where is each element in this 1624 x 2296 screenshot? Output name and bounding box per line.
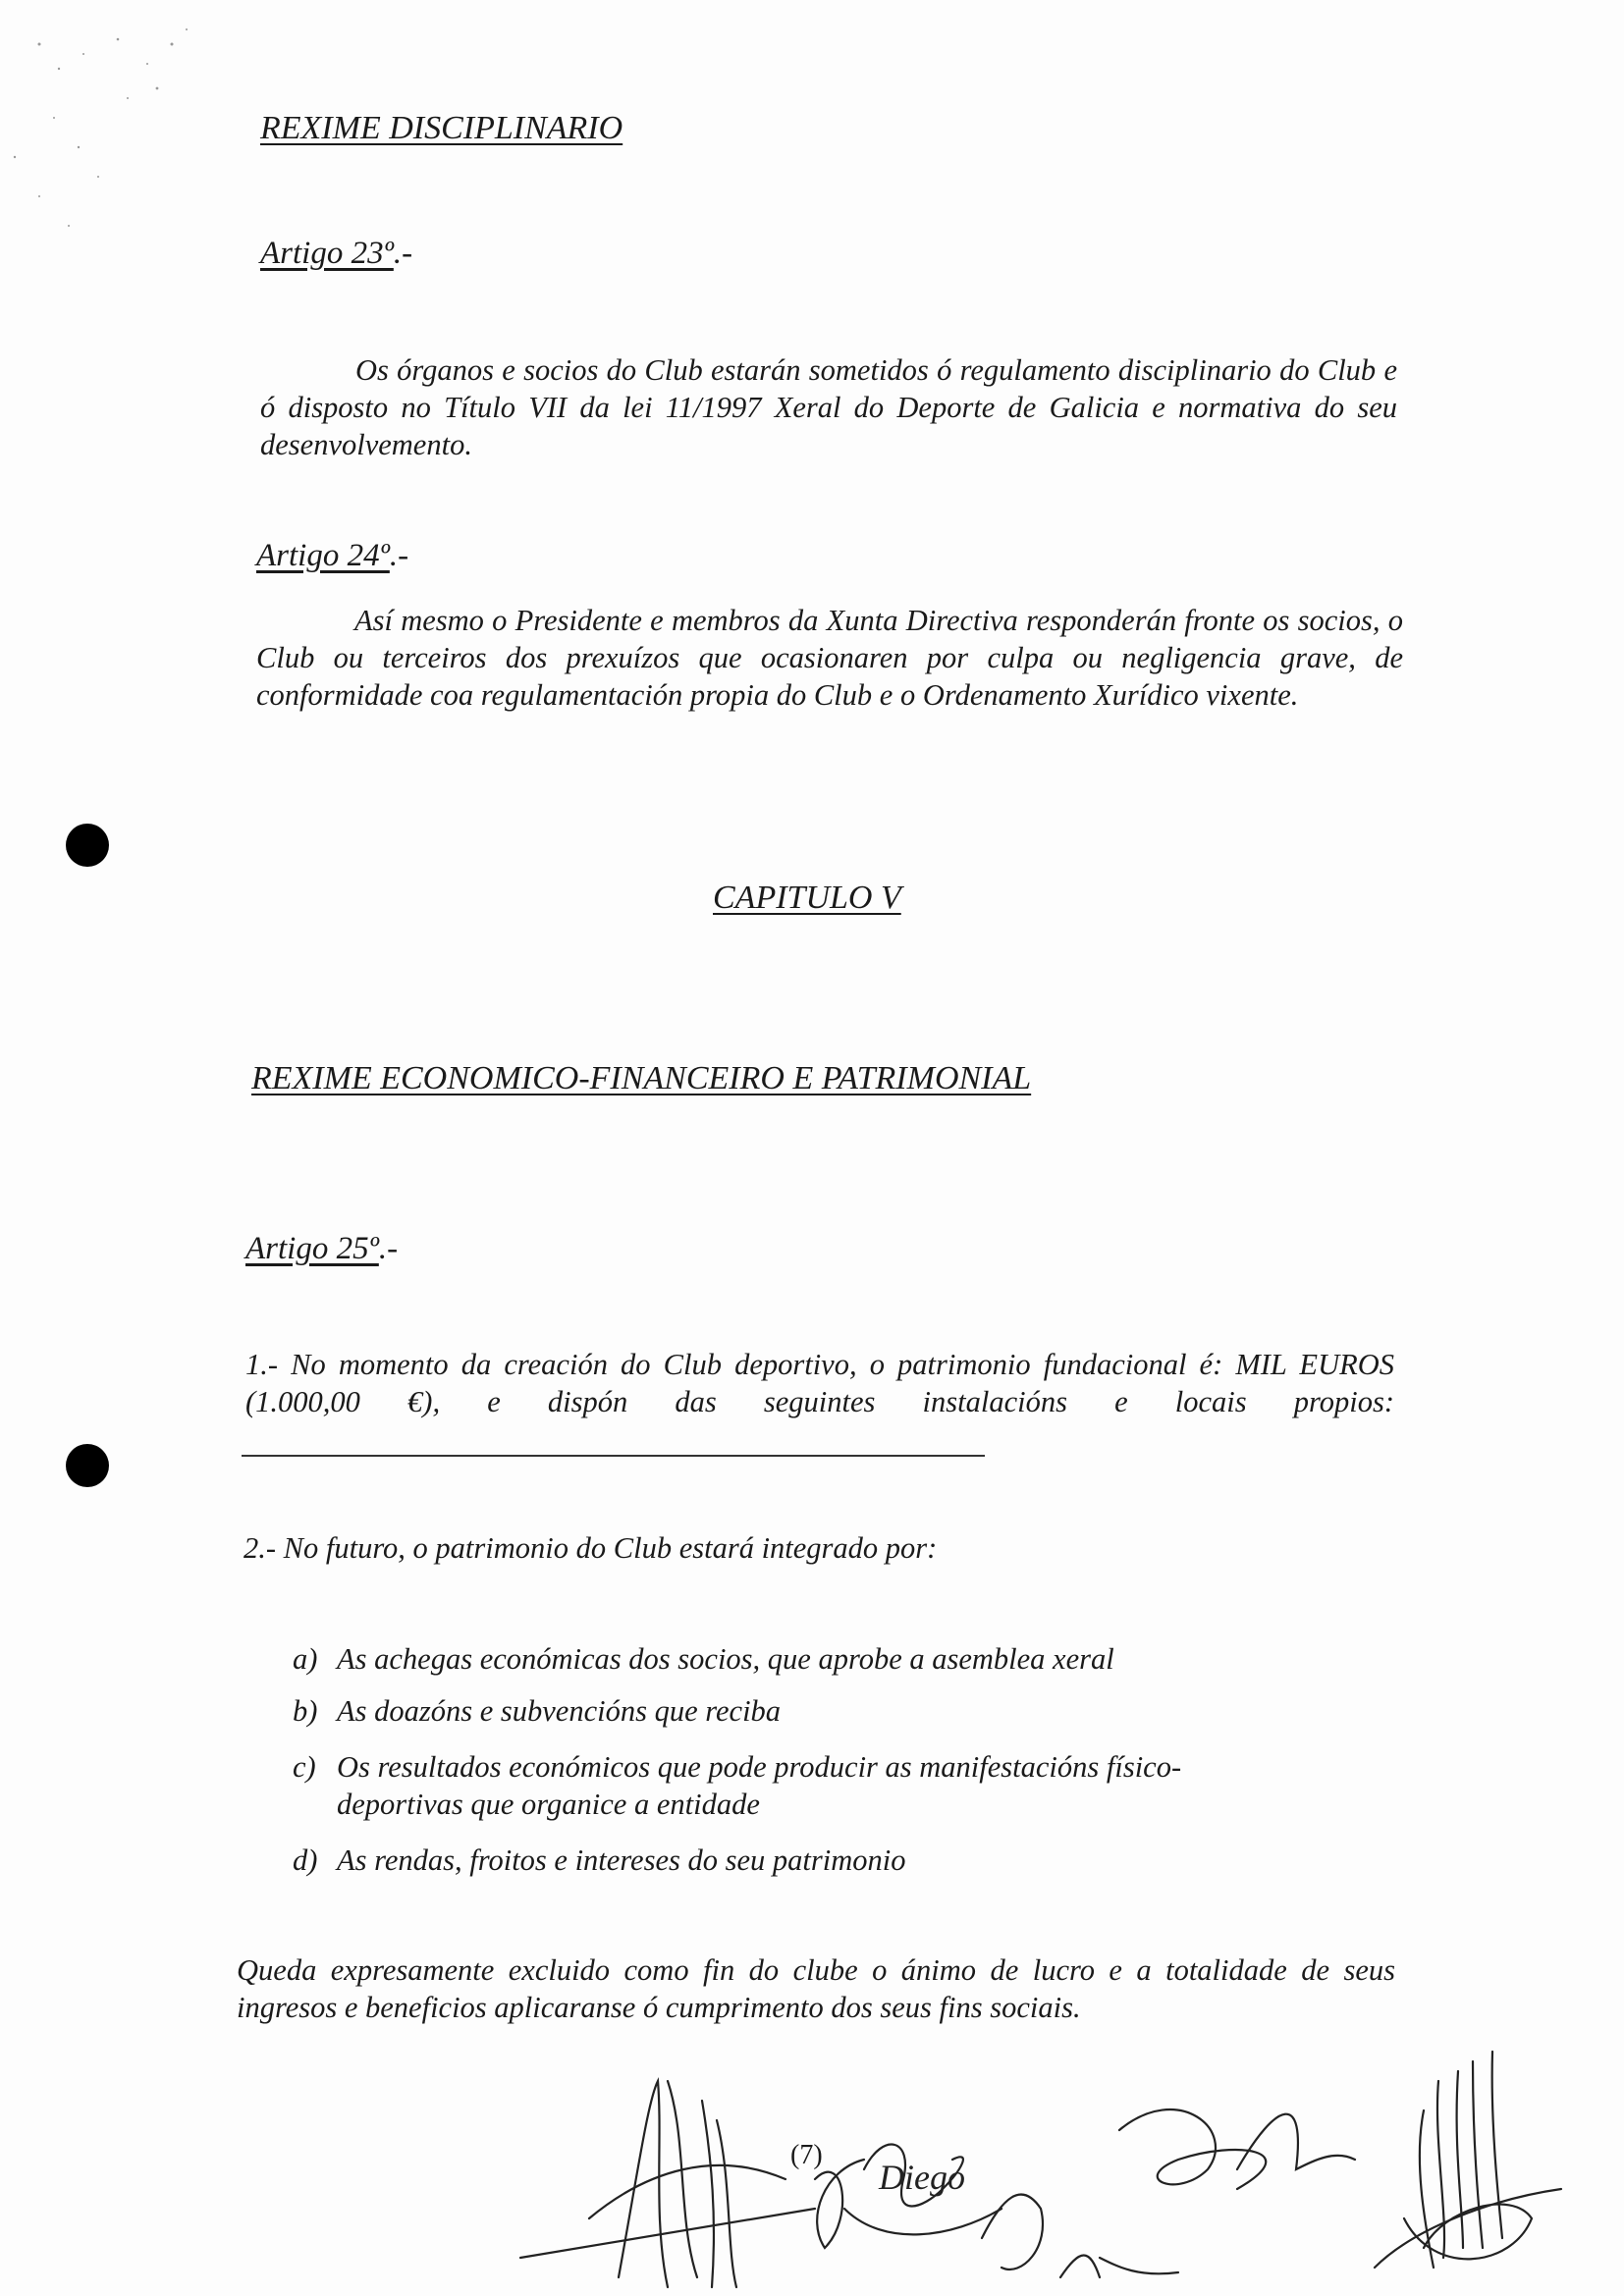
list-item-text: Os resultados económicos que pode producir as manifestacións físico-deportivas que organice a entidade bbox=[337, 1750, 1182, 1821]
list-item-label: d) bbox=[293, 1843, 318, 1877]
signature-2-text: Diego bbox=[879, 2158, 965, 2197]
article-25-label: Artigo 25º bbox=[245, 1231, 379, 1266]
article-25-paragraph-2: 2.- No futuro, o patrimonio do Club estará integrado por: bbox=[244, 1531, 938, 1565]
article-25-title bbox=[245, 1231, 398, 1267]
closing-paragraph: Queda expresamente excluido como fin do clube o ánimo de lucro e a totalidade de seus ingresos e beneficios aplicaranse ó cumprimento dos seus fins sociais. bbox=[237, 1953, 1395, 2024]
punch-hole bbox=[66, 824, 109, 867]
article-25-suffix: .- bbox=[378, 1231, 399, 1266]
signature-3 bbox=[982, 2109, 1355, 2277]
section-heading-disciplinary: REXIME DISCIPLINARIO bbox=[260, 110, 623, 146]
signatures bbox=[491, 2022, 1591, 2296]
list-item-text: As rendas, froitos e intereses do seu patrimonio bbox=[337, 1843, 906, 1877]
signature-1 bbox=[520, 2081, 815, 2287]
article-24-label: Artigo 24º bbox=[256, 538, 390, 573]
punch-hole bbox=[66, 1444, 109, 1487]
article-24-text: Así mesmo o Presidente e membros da Xunta Directiva responderán fronte os socios, o Club ou terceiros dos prexuízos que ocasionaren por culpa ou negligencia grave, de conformidade coa regulamentación propia do Club e o Ordenamento Xurídico vixente. bbox=[256, 604, 1403, 712]
article-24-title bbox=[256, 538, 408, 574]
article-25-paragraph-1: 1.- No momento da creación do Club deportivo, o patrimonio fundacional é: MIL EUROS (1.000,00 €), e dispón das seguintes instalacións e locais propios: bbox=[245, 1348, 1394, 1418]
signature-2 bbox=[815, 2145, 1001, 2248]
article-23-label: Artigo 23º bbox=[260, 236, 394, 271]
article-23-text: Os órganos e socios do Club estarán sometidos ó regulamento disciplinario do Club e ó disposto no Título VII da lei 11/1997 Xeral do Deporte de Galicia e normativa do seu desenvolvemento. bbox=[260, 353, 1397, 461]
signature-4 bbox=[1375, 2052, 1561, 2268]
list-item-label: b) bbox=[293, 1694, 318, 1728]
list-item-text: As achegas económicas dos socios, que aprobe a asemblea xeral bbox=[337, 1642, 1114, 1676]
list-item-label: c) bbox=[293, 1750, 316, 1784]
chapter-heading: REXIME ECONOMICO-FINANCEIRO E PATRIMONIAL bbox=[251, 1060, 1032, 1096]
list-item-label: a) bbox=[293, 1642, 318, 1676]
list-item-text: As doazóns e subvencións que reciba bbox=[337, 1694, 782, 1728]
article-23-suffix: .- bbox=[393, 236, 413, 271]
page-number: (7) bbox=[790, 2140, 823, 2170]
chapter-title: CAPITULO V bbox=[713, 880, 901, 916]
article-23-title bbox=[260, 236, 412, 272]
scan-speckle bbox=[0, 0, 216, 255]
blank-fill-line bbox=[242, 1455, 985, 1457]
article-24-suffix: .- bbox=[389, 538, 409, 573]
